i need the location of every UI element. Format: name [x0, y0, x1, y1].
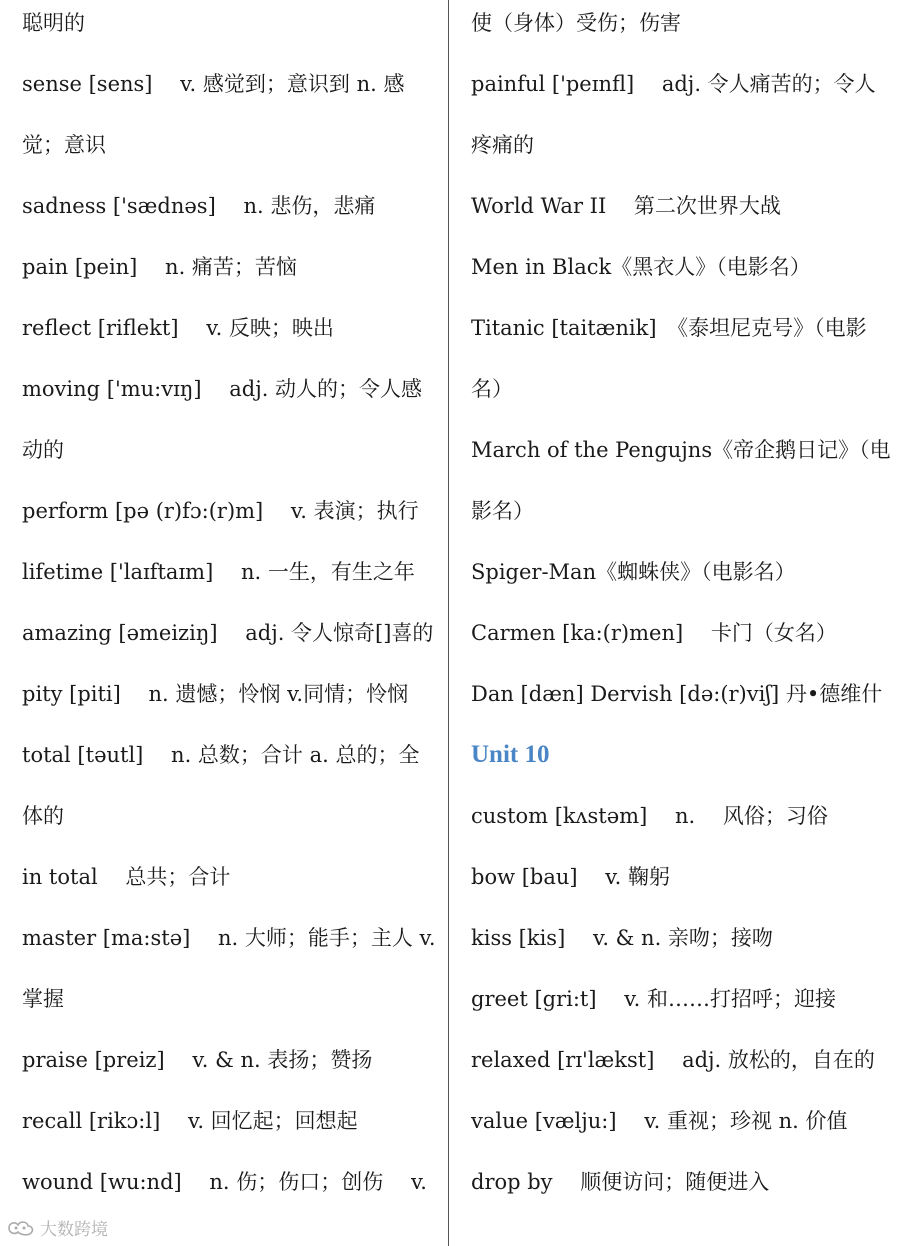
brand-logo-icon	[6, 1219, 36, 1237]
text-line: 名）	[471, 377, 513, 401]
text-line: 动的	[22, 438, 64, 462]
right-column	[471, 0, 891, 1220]
text-line: greet [gri:t] v. 和……打招呼；迎接	[471, 987, 836, 1011]
left-column	[22, 0, 437, 1220]
text-line: drop by 顺便访问；随便进入	[471, 1170, 770, 1194]
text-line: Carmen [ka:(r)men] 卡门（女名）	[471, 621, 837, 645]
text-line: 觉；意识	[22, 133, 106, 157]
unit-heading: Unit 10	[471, 741, 550, 768]
text-line: recall [rikɔ:l] v. 回忆起；回想起	[22, 1109, 358, 1133]
text-line: amazing [əmeiziŋ] adj. 令人惊奇[]喜的	[22, 621, 434, 645]
text-line: 体的	[22, 804, 64, 828]
text-line: perform [pə (r)fɔ:(r)m] v. 表演；执行	[22, 499, 419, 523]
text-line: custom [kʌstəm] n. 风俗；习俗	[471, 804, 828, 828]
text-line: master [ma:stə] n. 大师；能手；主人 v.	[22, 926, 436, 950]
text-line: Men in Black《黑衣人》（电影名）	[471, 255, 811, 279]
text-line: Spiger-Man《蜘蛛侠》（电影名）	[471, 560, 796, 584]
text-line: pity [piti] n. 遗憾；怜悯 v.同情；怜悯	[22, 682, 409, 706]
text-line: Dan [dæn] Dervish [də:(r)viʃ] 丹•德维什	[471, 682, 883, 706]
text-line: 使（身体）受伤；伤害	[471, 11, 681, 35]
text-line: sadness ['sædnəs] n. 悲伤，悲痛	[22, 194, 376, 218]
text-line: Titanic [taitænik] 《泰坦尼克号》（电影	[471, 316, 867, 340]
column-divider	[448, 0, 449, 1246]
text-line: kiss [kis] v. & n. 亲吻；接吻	[471, 926, 773, 950]
text-line: March of the Pengujns《帝企鹅日记》（电	[471, 438, 891, 462]
text-line: painful ['peɪnfl] adj. 令人痛苦的；令人	[471, 72, 876, 96]
text-line: 影名）	[471, 499, 534, 523]
text-line: relaxed [rɪ'lækst] adj. 放松的，自在的	[471, 1048, 875, 1072]
text-line: reflect [riflekt] v. 反映；映出	[22, 316, 334, 340]
text-line: moving ['mu:vɪŋ] adj. 动人的；令人感	[22, 377, 423, 401]
text-line: 疼痛的	[471, 133, 534, 157]
text-line: total [təutl] n. 总数；合计 a. 总的；全	[22, 743, 420, 767]
text-line: pain [pein] n. 痛苦；苦恼	[22, 255, 297, 279]
text-line: praise [preiz] v. & n. 表扬；赞扬	[22, 1048, 373, 1072]
text-line: wound [wu:nd] n. 伤；伤口；创伤 v.	[22, 1170, 427, 1194]
text-line: lifetime ['laɪftaɪm] n. 一生，有生之年	[22, 560, 415, 584]
watermark	[6, 1215, 108, 1240]
text-line: 聪明的	[22, 11, 85, 35]
text-line: 掌握	[22, 987, 64, 1011]
text-line: value [vælju:] v. 重视；珍视 n. 价值	[471, 1109, 848, 1133]
text-line: bow [bau] v. 鞠躬	[471, 865, 671, 889]
text-line: in total 总共；合计	[22, 865, 231, 889]
text-line: World War II 第二次世界大战	[471, 194, 781, 218]
text-line: sense [sens] v. 感觉到；意识到 n. 感	[22, 72, 405, 96]
watermark-text: 大数跨境	[40, 1220, 108, 1240]
